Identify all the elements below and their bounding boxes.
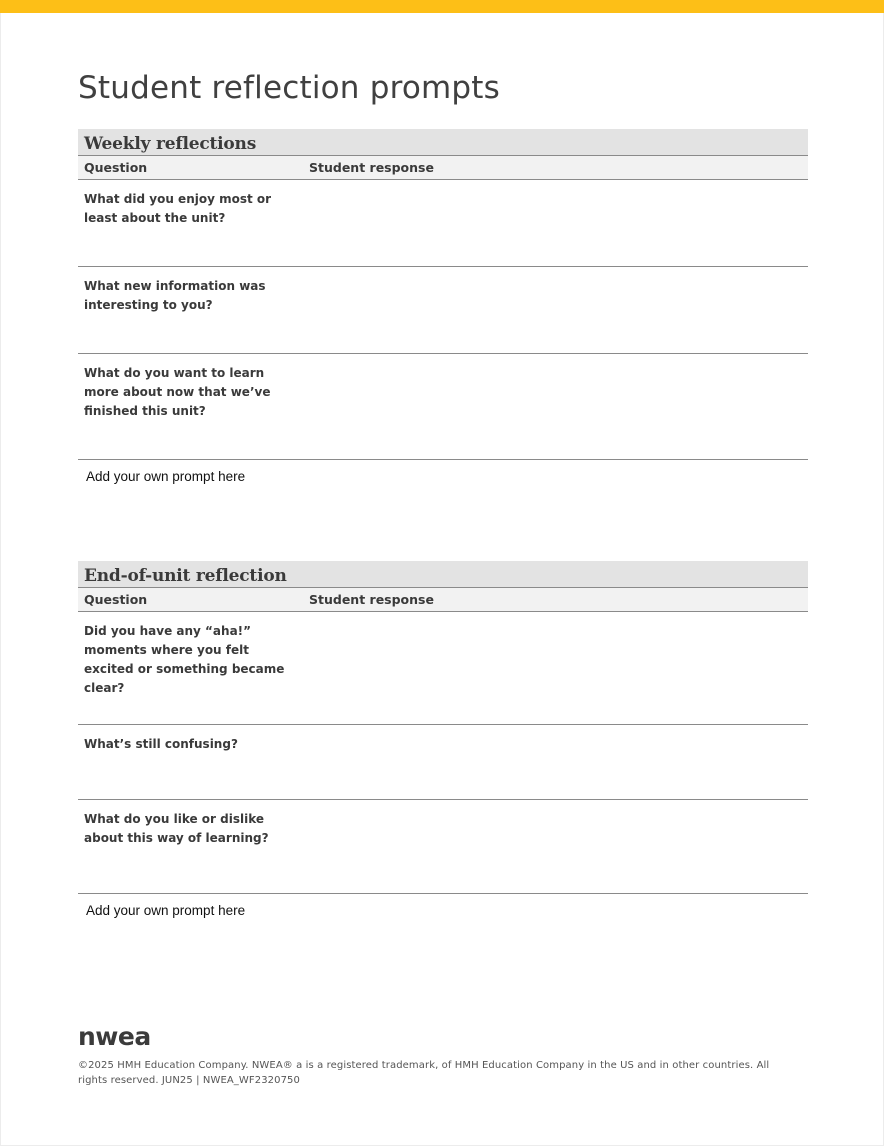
weekly-reflections-table <box>78 129 808 550</box>
section-heading: End-of-unit reflection <box>78 561 808 588</box>
table-row <box>78 267 808 354</box>
column-header-response: Student response <box>309 592 434 607</box>
column-header-question: Question <box>84 160 148 175</box>
response-field[interactable] <box>309 612 808 724</box>
question-text: What new information was interesting to you? <box>84 279 266 312</box>
page-title: Student reflection prompts <box>78 70 500 106</box>
column-header-question: Question <box>84 592 148 607</box>
nwea-logo: nwea <box>78 1022 151 1051</box>
end-of-unit-reflection-table <box>78 561 808 984</box>
response-field[interactable] <box>309 725 808 799</box>
table-row <box>78 800 808 894</box>
own-prompt-field[interactable]: Add your own prompt here <box>86 469 246 484</box>
own-prompt-row <box>78 894 808 984</box>
section-heading: Weekly reflections <box>78 129 808 156</box>
question-text: What do you like or dislike about this way of learning? <box>84 812 269 845</box>
response-field[interactable] <box>309 267 808 353</box>
column-header-row <box>78 588 808 612</box>
column-header-row <box>78 156 808 180</box>
response-field[interactable] <box>309 354 808 459</box>
table-row <box>78 180 808 267</box>
column-header-response: Student response <box>309 160 434 175</box>
table-row <box>78 725 808 800</box>
response-field[interactable] <box>309 180 808 266</box>
question-text: Did you have any “aha!” moments where you felt excited or something became clear? <box>84 624 285 695</box>
copyright-footer: ©2025 HMH Education Company. NWEA® a is a registered trademark, of HMH Education Company in the US and in other countries. All rights reserved. JUN25 | NWEA_WF2320750 <box>78 1060 770 1086</box>
table-row <box>78 612 808 725</box>
accent-bar <box>0 0 884 13</box>
table-row <box>78 354 808 460</box>
own-prompt-row <box>78 460 808 550</box>
question-text: What did you enjoy most or least about the unit? <box>84 192 272 225</box>
own-prompt-field[interactable]: Add your own prompt here <box>86 903 246 918</box>
response-field[interactable] <box>309 800 808 893</box>
question-text: What’s still confusing? <box>84 737 238 751</box>
question-text: What do you want to learn more about now that we’ve finished this unit? <box>84 366 271 418</box>
